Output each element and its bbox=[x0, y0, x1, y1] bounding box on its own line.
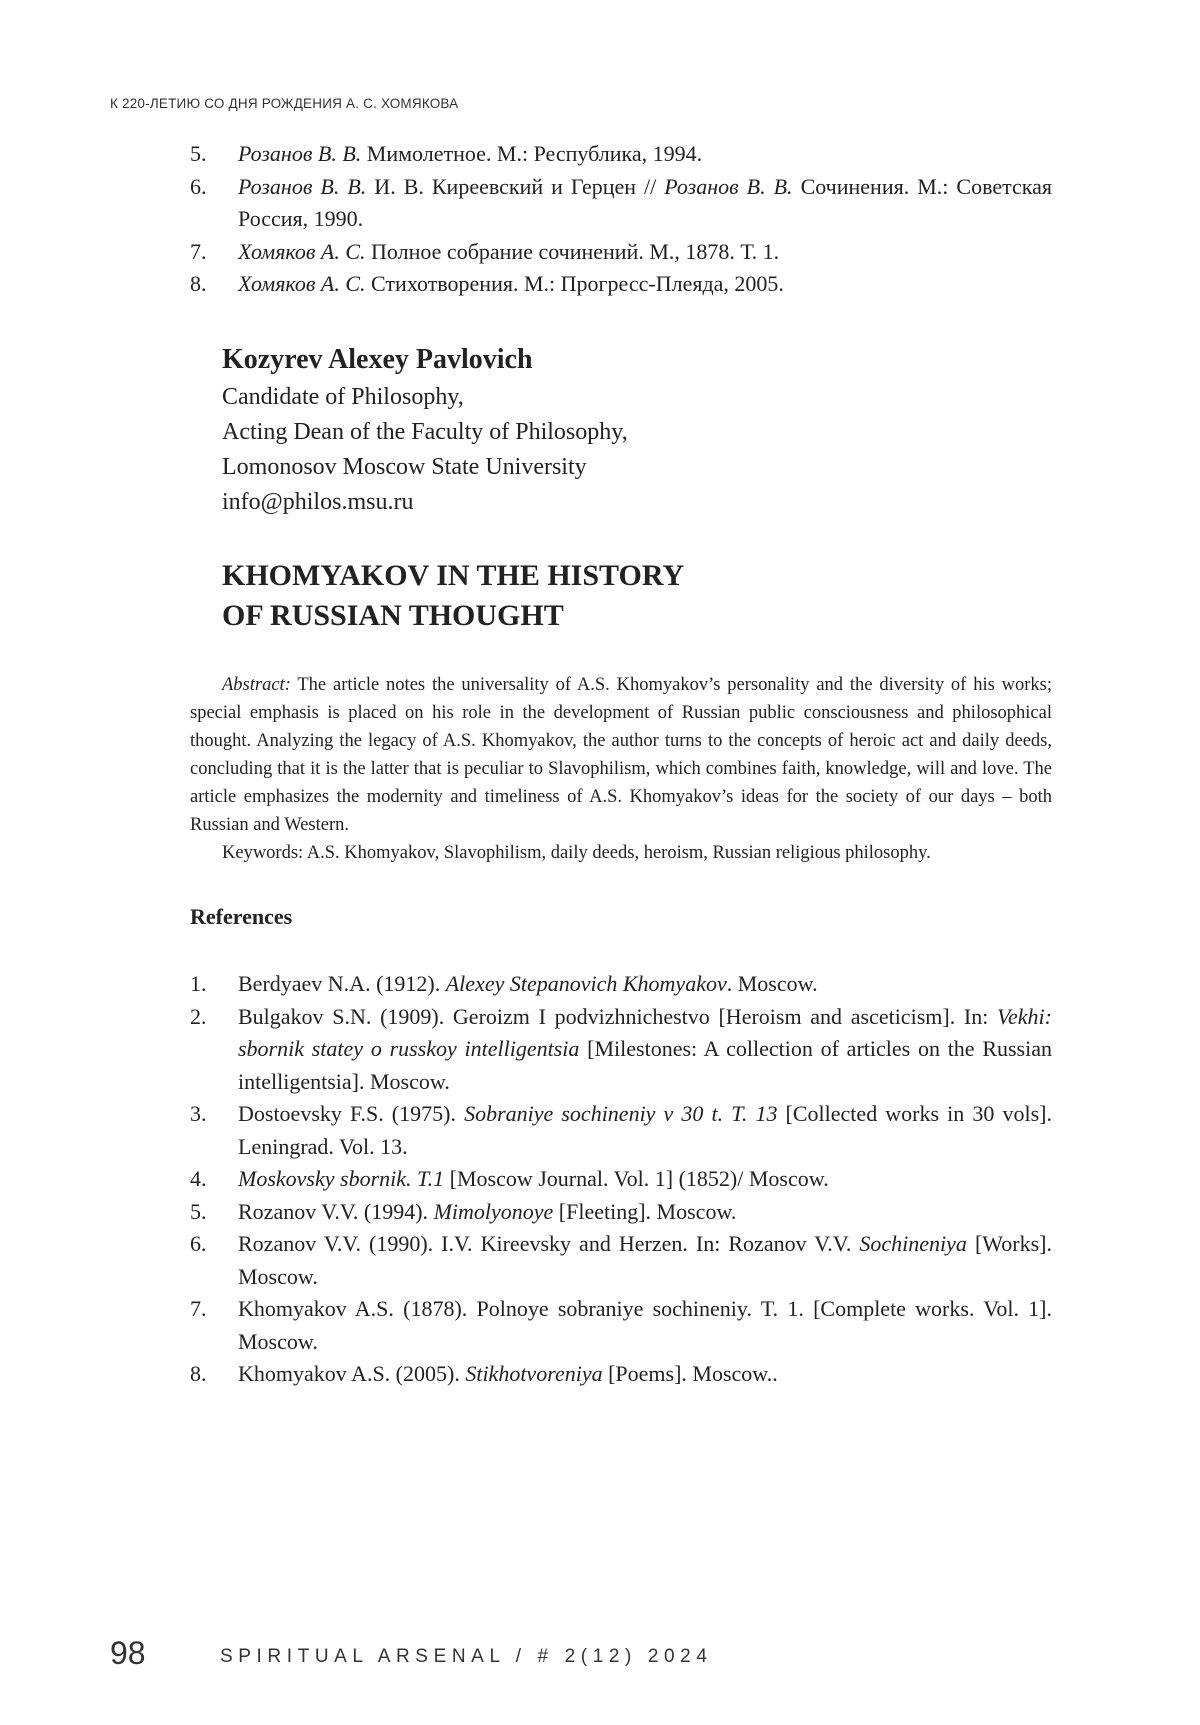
reference-italic-text: Vekhi: sbornik statey o russkoy intelligentsia bbox=[238, 1003, 1052, 1061]
article-title bbox=[222, 556, 684, 636]
author-position: Acting Dean of the Faculty of Philosophy, bbox=[222, 419, 628, 445]
title-line-1: KHOMYAKOV IN THE HISTORY bbox=[222, 559, 685, 592]
reference-item bbox=[190, 1358, 1052, 1391]
reference-number: 2. bbox=[190, 1003, 207, 1029]
reference-italic-text: Moskovsky sbornik. T.1 bbox=[238, 1166, 445, 1191]
reference-italic-text: Sochineniya bbox=[859, 1231, 967, 1256]
reference-text: [Moscow Journal. Vol. 1] (1852)/ Moscow. bbox=[444, 1166, 829, 1191]
reference-text: Berdyaev N.A. (1912). bbox=[238, 971, 446, 996]
reference-text: Стихотворения. М.: Прогресс-Плеяда, 2005. bbox=[365, 271, 784, 296]
reference-item bbox=[190, 1001, 1052, 1099]
reference-italic-text: Розанов В. В. bbox=[238, 173, 367, 199]
reference-text: [Works]. Moscow. bbox=[238, 1231, 1052, 1289]
author-name: Kozyrev Alexey Pavlovich bbox=[222, 344, 533, 375]
reference-item bbox=[190, 236, 1052, 269]
page-number: 98 bbox=[110, 1635, 146, 1671]
reference-italic-text: Розанов В. В. bbox=[664, 173, 793, 199]
keywords: Keywords: A.S. Khomyakov, Slavophilism, daily deeds, heroism, Russian religious philosophy. bbox=[222, 843, 931, 863]
author-affiliation: Lomonosov Moscow State University bbox=[222, 454, 587, 480]
reference-item bbox=[190, 1196, 1052, 1229]
reference-text: . Moscow. bbox=[726, 971, 818, 996]
reference-item bbox=[190, 968, 1052, 1001]
abstract-paragraph bbox=[190, 671, 1052, 839]
reference-item bbox=[190, 1163, 1052, 1196]
reference-number: 4. bbox=[190, 1166, 207, 1191]
reference-number: 6. bbox=[190, 1231, 207, 1256]
reference-number: 7. bbox=[190, 1296, 207, 1321]
reference-number: 1. bbox=[190, 971, 207, 996]
abstract-block bbox=[190, 671, 1052, 867]
reference-text: Khomyakov A.S. (1878). Polnoye sobraniye sochineniy. T. 1. [Complete works. Vol. 1]. Moscow. bbox=[238, 1296, 1052, 1354]
reference-text: [Poems]. Moscow.. bbox=[602, 1361, 778, 1386]
author-block bbox=[222, 340, 628, 520]
author-degree: Candidate of Philosophy, bbox=[222, 384, 464, 410]
reference-text: Мимолетное. М.: Республика, 1994. bbox=[361, 141, 703, 166]
reference-text: [Fleeting]. Moscow. bbox=[553, 1198, 737, 1224]
reference-number: 8. bbox=[190, 1361, 207, 1386]
reference-item bbox=[190, 1098, 1052, 1163]
reference-text: Khomyakov A.S. (2005). bbox=[238, 1361, 466, 1386]
reference-item bbox=[190, 1293, 1052, 1358]
reference-text: [Milestones: A collection of articles on the Russian intelligentsia]. Moscow. bbox=[238, 1036, 1052, 1094]
author-email: info@philos.msu.ru bbox=[222, 489, 414, 515]
english-reference-list bbox=[190, 968, 1052, 1391]
reference-item bbox=[190, 138, 1052, 171]
russian-reference-list bbox=[190, 138, 1052, 301]
abstract-text: The article notes the universality of A.S. Khomyakov’s personality and the diversity of his works; special emphasis is placed on his role in the development of Russian public consciousness and philosophical thought. Analyzing the legacy of A.S. Khomyakov, the author turns to the concepts of heroic act and daily deeds, concluding that it is the latter that is peculiar to Slavophilism, which combines faith, knowledge, will and love. The article emphasizes the modernity and timeliness of A.S. Khomyakov’s ideas for the society of our days – both Russian and Western. bbox=[190, 675, 1052, 835]
reference-text: Rozanov V.V. (1990). I.V. Kireevsky and Herzen. In: Rozanov V.V. bbox=[238, 1231, 860, 1256]
references-heading: References bbox=[190, 904, 293, 929]
journal-footer: SPIRITUAL ARSENAL / # 2(12) 2024 bbox=[220, 1646, 713, 1667]
reference-item bbox=[190, 171, 1052, 236]
reference-text: Dostoevsky F.S. (1975). bbox=[238, 1101, 465, 1126]
reference-text: Bulgakov S.N. (1909). Geroizm I podvizhnichestvo [Heroism and asceticism]. In: bbox=[238, 1003, 998, 1029]
reference-number: 5. bbox=[190, 141, 207, 166]
reference-number: 3. bbox=[190, 1101, 207, 1126]
reference-text: [Collected works in 30 vols]. Leningrad. Vol. 13. bbox=[238, 1101, 1052, 1159]
reference-text: Rozanov V.V. (1994). bbox=[238, 1198, 434, 1224]
reference-item bbox=[190, 268, 1052, 301]
reference-italic-text: Stikhotvoreniya bbox=[465, 1361, 603, 1386]
reference-text: Полное собрание сочинений. М., 1878. Т. 1. bbox=[365, 238, 780, 264]
reference-number: 5. bbox=[190, 1198, 207, 1224]
reference-italic-text: Розанов В. В. bbox=[238, 141, 362, 166]
reference-italic-text: Sobraniye sochineniy v 30 t. T. 13 bbox=[464, 1101, 778, 1126]
reference-italic-text: Хомяков А. С. bbox=[238, 271, 366, 296]
abstract-label: Abstract: bbox=[222, 675, 291, 695]
title-line-2: OF RUSSIAN THOUGHT bbox=[222, 599, 564, 632]
reference-text: Сочинения. М.: Советская Россия, 1990. bbox=[238, 173, 1052, 231]
reference-number: 7. bbox=[190, 238, 207, 264]
reference-italic-text: Хомяков А. С. bbox=[238, 238, 366, 264]
reference-italic-text: Alexey Stepanovich Khomyakov bbox=[445, 971, 727, 996]
reference-item bbox=[190, 1228, 1052, 1293]
reference-text: И. В. Киреевский и Герцен // bbox=[366, 173, 665, 199]
reference-number: 6. bbox=[190, 173, 207, 199]
reference-italic-text: Mimolyonoye bbox=[433, 1198, 554, 1224]
reference-number: 8. bbox=[190, 271, 207, 296]
running-head: К 220-ЛЕТИЮ СО ДНЯ РОЖДЕНИЯ А. С. ХОМЯКОВА bbox=[110, 96, 459, 111]
